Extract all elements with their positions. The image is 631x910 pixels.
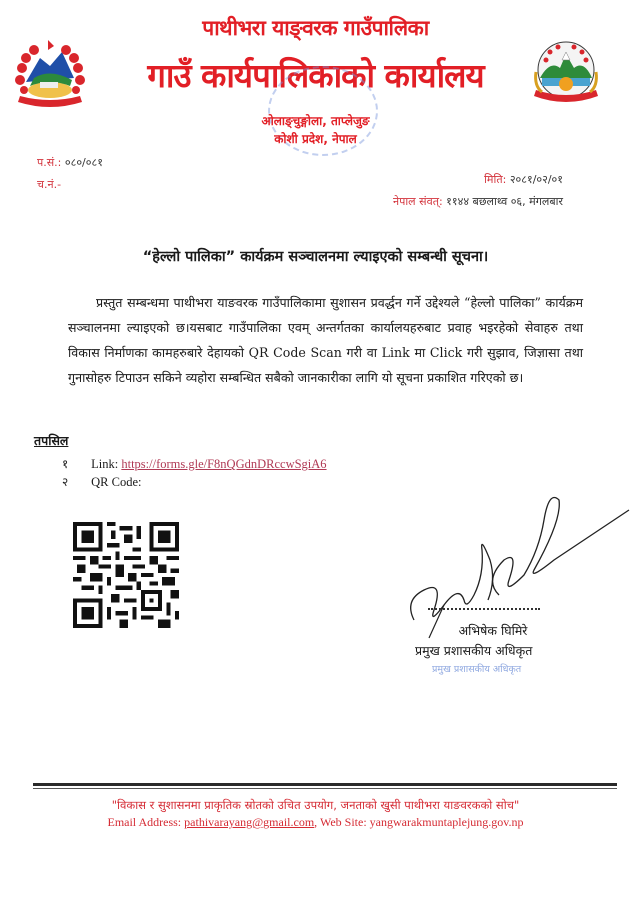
- detail-item-link: [62, 455, 327, 472]
- cn-label: च.नं.-: [37, 178, 62, 191]
- signature-line: [428, 608, 540, 610]
- date-value: २०८१/०२/०१: [509, 173, 563, 186]
- date: [484, 172, 563, 187]
- signature-icon: [404, 480, 631, 610]
- nepal-samvat-label: नेपाल संवत्:: [392, 195, 443, 208]
- ps-value: ०८०/०८१: [64, 156, 103, 169]
- footer-divider-thin: [33, 788, 617, 789]
- item-label: QR Code:: [91, 475, 142, 489]
- office-title: गाउँ कार्यपालिकाको कार्यालय: [147, 56, 484, 95]
- address-line-1: ओलाङ्चुङ्गोला, ताप्लेजुङ: [261, 114, 370, 128]
- details-heading: तपसिल: [34, 433, 69, 448]
- notice-body: प्रस्तुत सम्बन्धमा पाथीभरा याङवरक गाउँपालिकामा सुशासन प्रवर्द्धन गर्ने उद्देश्यले “हेल्लो पालिका” कार्यक्रम सञ्चालनमा ल्याइएको छ।यसबाट गाउँपालिका एवम् अन्तर्गतका कार्यालयहरुबाट प्रवाह भइरहेको सेवाहरु तथा विकास निर्माणका कामहरुबारे देहायको QR Code Scan गरी वा Link मा Click गरी सुझाव, जिज्ञासा तथा गुनासोहरु टिपाउन सकिने व्यहोरा सम्बन्धित सबैको जानकारीका लागि यो सूचना प्रकाशित गरिएको छ।: [68, 295, 583, 385]
- form-link[interactable]: https://forms.gle/F8nQGdnDRccwSgiA6: [121, 457, 327, 471]
- email-label: Email Address:: [107, 815, 185, 829]
- reference-number: [37, 155, 103, 170]
- signatory-title: प्रमुख प्रशासकीय अधिकृत: [415, 643, 533, 658]
- signatory-name: अभिषेक घिमिरे: [458, 623, 528, 638]
- nepal-samvat-value: ११४४ बछलाथ्व ०६, मंगलबार: [446, 195, 563, 208]
- address-line-2: कोशी प्रदेश, नेपाल: [274, 132, 357, 146]
- footer-divider: [33, 783, 617, 786]
- website-link[interactable]: yangwarakmuntaplejung.gov.np: [369, 815, 524, 829]
- email-link[interactable]: pathivarayang@gmail.com: [184, 815, 315, 829]
- item-number: १: [62, 457, 69, 471]
- footer-contact: [0, 815, 631, 830]
- qr-code-icon[interactable]: [73, 522, 179, 628]
- website-label: , Web Site:: [314, 815, 370, 829]
- notice-subject: “हेल्लो पालिका” कार्यक्रम सञ्चालनमा ल्याइएको सम्बन्धी सूचना।: [142, 249, 489, 265]
- dispatch-number: [37, 177, 61, 192]
- item-label: Link:: [91, 457, 122, 471]
- signatory-stamp: प्रमुख प्रशासकीय अधिकृत: [432, 664, 522, 675]
- item-number: २: [62, 475, 69, 489]
- ps-label: प.सं.:: [37, 156, 62, 169]
- municipality-name: पाथीभरा याङ्वरक गाउँपालिका: [202, 16, 429, 40]
- nepal-samvat: [393, 194, 563, 209]
- footer-motto: "विकास र सुशासनमा प्राकृतिक स्रोतको उचित उपयोग, जनताको खुसी पाथीभरा याङवरकको सोच": [111, 798, 520, 812]
- detail-item-qr: [62, 473, 141, 490]
- date-label: मिति:: [484, 173, 507, 186]
